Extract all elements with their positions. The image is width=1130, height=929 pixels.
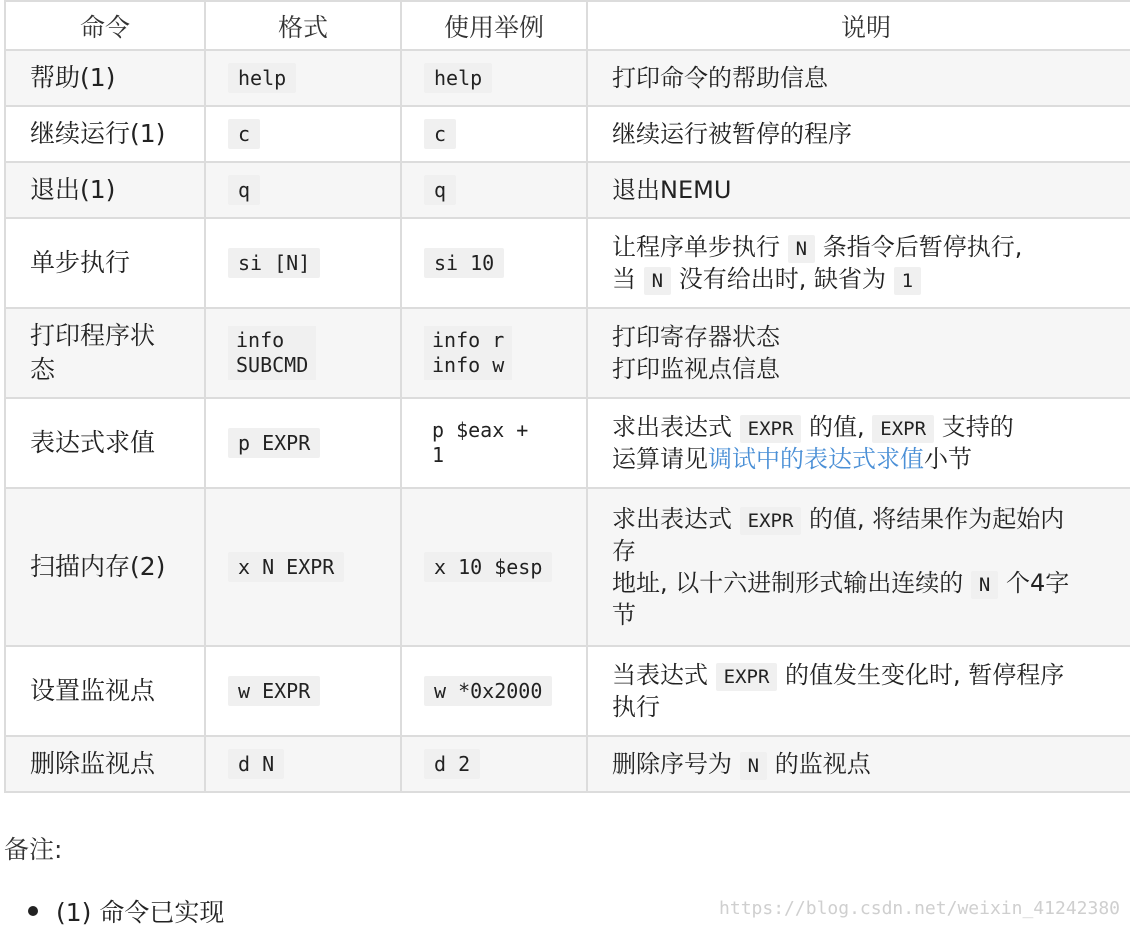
inline-code: EXPR [716, 663, 778, 691]
cell-format: si [N] [228, 248, 320, 278]
cell-example: si 10 [424, 248, 504, 278]
cell-example: c [424, 119, 456, 149]
cell-example: p $eax + 1 [432, 418, 529, 467]
cell-command: 表达式求值 [5, 398, 205, 488]
table-row [5, 736, 1130, 792]
cell-format: help [228, 63, 296, 93]
cell-description: 删除序号为 N 的监视点 [587, 736, 1130, 792]
header-example: 使用举例 [401, 1, 587, 50]
cell-format: p EXPR [228, 428, 320, 458]
cell-example: info r info w [424, 326, 512, 380]
cell-description: 求出表达式 EXPR 的值, EXPR 支持的 运算请见调试中的表达式求值小节 [587, 398, 1130, 488]
table-row [5, 106, 1130, 162]
bullet-dot-icon [28, 906, 38, 916]
inline-code: EXPR [740, 415, 802, 443]
cell-description: 让程序单步执行 N 条指令后暂停执行, 当 N 没有给出时, 缺省为 1 [587, 218, 1130, 308]
cell-description: 继续运行被暂停的程序 [587, 106, 1130, 162]
inline-code: 1 [894, 267, 921, 295]
watermark: https://blog.csdn.net/weixin_41242380 [719, 898, 1120, 919]
cell-format: d N [228, 749, 284, 779]
inline-code: N [644, 267, 671, 295]
inline-code: N [788, 235, 815, 263]
cell-command: 删除监视点 [5, 736, 205, 792]
cell-command: 帮助(1) [5, 50, 205, 106]
table-row [5, 308, 1130, 398]
table-row [5, 162, 1130, 218]
cell-description: 求出表达式 EXPR 的值, 将结果作为起始内 存 地址, 以十六进制形式输出连续的 N 个4字 节 [587, 488, 1130, 646]
expression-eval-link[interactable]: 调试中的表达式求值 [708, 445, 924, 473]
table-row [5, 646, 1130, 736]
inline-code: EXPR [740, 507, 802, 535]
cell-command: 扫描内存(2) [5, 488, 205, 646]
cell-command: 继续运行(1) [5, 106, 205, 162]
cell-example: help [424, 63, 492, 93]
cell-example: w *0x2000 [424, 676, 552, 706]
table-row [5, 398, 1130, 488]
list-item: (1) 命令已实现 [56, 898, 225, 927]
table-row [5, 50, 1130, 106]
cell-example: q [424, 175, 456, 205]
cell-command: 单步执行 [5, 218, 205, 308]
inline-code: N [740, 752, 767, 780]
inline-code: N [971, 571, 998, 599]
cell-description: 打印命令的帮助信息 [587, 50, 1130, 106]
cell-format: x N EXPR [228, 552, 344, 582]
cell-example: x 10 $esp [424, 552, 552, 582]
table-row [5, 488, 1130, 646]
cell-format: q [228, 175, 260, 205]
cell-format: c [228, 119, 260, 149]
cell-description: 打印寄存器状态 打印监视点信息 [587, 308, 1130, 398]
table-row [5, 218, 1130, 308]
cell-command: 打印程序状态 [5, 308, 205, 398]
table-header-row [5, 1, 1130, 50]
cell-format: info SUBCMD [228, 326, 316, 380]
inline-code: EXPR [872, 415, 934, 443]
cell-command: 退出(1) [5, 162, 205, 218]
header-command: 命令 [5, 1, 205, 50]
note-label: 备注: [4, 835, 63, 864]
header-description: 说明 [587, 1, 1130, 50]
bullet-list [28, 893, 224, 929]
cell-description: 退出NEMU [587, 162, 1130, 218]
cell-format: w EXPR [228, 676, 320, 706]
cell-description: 当表达式 EXPR 的值发生变化时, 暂停程序 执行 [587, 646, 1130, 736]
command-table [4, 0, 1130, 793]
header-format: 格式 [205, 1, 401, 50]
cell-command: 设置监视点 [5, 646, 205, 736]
cell-example: d 2 [424, 749, 480, 779]
